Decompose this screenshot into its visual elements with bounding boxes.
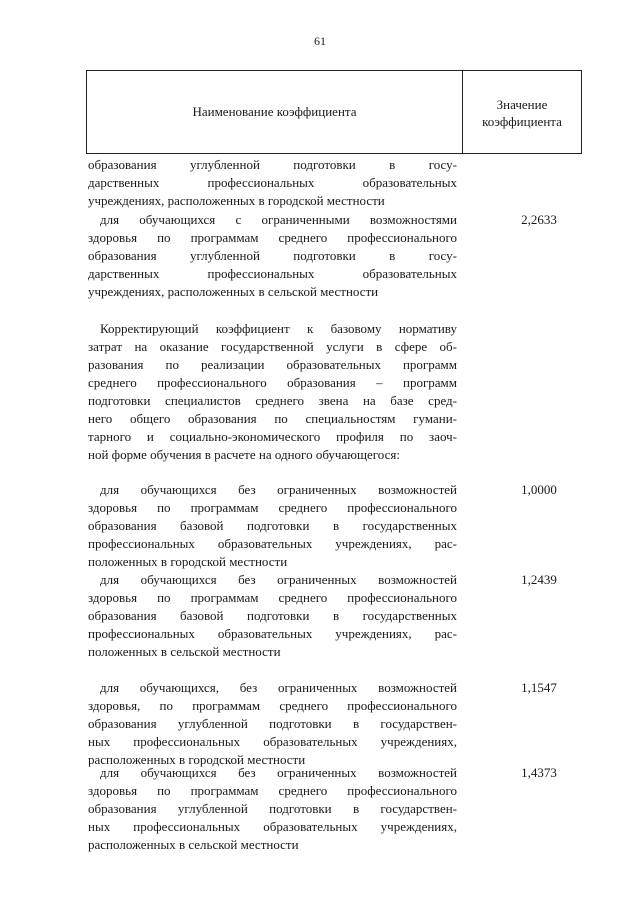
coefficient-value: 1,4373 xyxy=(521,765,557,780)
description-line: учреждениях, расположенных в сельской местности xyxy=(88,284,379,299)
description-line: образования углубленной подготовки в госу- xyxy=(88,157,457,172)
coefficient-value: 1,0000 xyxy=(521,482,557,497)
header-coefficient-value xyxy=(463,71,581,153)
table-row xyxy=(88,156,582,210)
description-line: положенных в городской местности xyxy=(88,554,288,569)
table-row xyxy=(88,481,582,571)
description-line: дарственных профессиональных образовательных xyxy=(88,175,457,190)
table-row xyxy=(88,320,582,464)
table-row xyxy=(88,679,582,769)
description-line: образования базовой подготовки в государственных xyxy=(88,608,457,623)
description-line: образования углубленной подготовки в государствен- xyxy=(88,716,457,731)
table-row xyxy=(88,764,582,854)
description-line: здоровья, по программам среднего профессионального xyxy=(88,698,457,713)
description-line: ной форме обучения в расчете на одного обучающегося: xyxy=(88,447,400,462)
description-line: затрат на оказание государственной услуги в сфере об- xyxy=(88,339,457,354)
description-line: разования по реализации образовательных программ xyxy=(88,357,457,372)
description-line: профессиональных образовательных учреждениях, рас- xyxy=(88,536,457,551)
description-line: учреждениях, расположенных в городской местности xyxy=(88,193,385,208)
description-line: здоровья по программам среднего профессионального xyxy=(88,500,457,515)
description-line: здоровья по программам среднего профессионального xyxy=(88,590,457,605)
description-line: расположенных в сельской местности xyxy=(88,837,299,852)
coefficient-description xyxy=(88,679,457,769)
header-coefficient-name: Наименование коэффициента xyxy=(87,71,463,153)
coefficient-value: 1,2439 xyxy=(521,572,557,587)
description-line: здоровья по программам среднего профессионального xyxy=(88,230,457,245)
page-number: 61 xyxy=(314,34,326,48)
header-value-line1: Значение xyxy=(496,97,548,112)
description-line: подготовки специалистов среднего звена на базе сред- xyxy=(88,393,457,408)
description-line: образования углубленной подготовки в государствен- xyxy=(88,801,457,816)
coefficient-description xyxy=(88,481,457,571)
table-row xyxy=(88,211,582,301)
coefficient-description xyxy=(88,571,457,661)
coefficient-description xyxy=(88,764,457,854)
description-line: ных профессиональных образовательных учреждениях, xyxy=(88,734,457,749)
description-line: для обучающихся, без ограниченных возможностей xyxy=(100,680,457,695)
description-line: положенных в сельской местности xyxy=(88,644,281,659)
description-line: для обучающихся без ограниченных возможностей xyxy=(100,765,457,780)
description-line: среднего профессионального образования – программ xyxy=(88,375,457,390)
description-line: ных профессиональных образовательных учреждениях, xyxy=(88,819,457,834)
description-line: образования углубленной подготовки в госу- xyxy=(88,248,457,263)
header-value-line2: коэффициента xyxy=(482,114,562,129)
coefficient-description xyxy=(88,156,457,210)
description-line: него общего образования по специальностям гумани- xyxy=(88,411,457,426)
description-line: для обучающихся с ограниченными возможностями xyxy=(100,212,457,227)
description-line: для обучающихся без ограниченных возможностей xyxy=(100,572,457,587)
description-line: профессиональных образовательных учреждениях, рас- xyxy=(88,626,457,641)
description-line: дарственных профессиональных образовательных xyxy=(88,266,457,281)
coefficient-value: 2,2633 xyxy=(521,212,557,227)
coefficient-description xyxy=(88,211,457,301)
table-row xyxy=(88,571,582,661)
description-line: для обучающихся без ограниченных возможностей xyxy=(100,482,457,497)
description-line: тарного и социально-экономического профиля по заоч- xyxy=(88,429,457,444)
coefficient-value: 1,1547 xyxy=(521,680,557,695)
description-line: расположенных в городской местности xyxy=(88,752,306,767)
description-line: образования базовой подготовки в государственных xyxy=(88,518,457,533)
table-header xyxy=(86,70,582,154)
coefficient-description xyxy=(88,320,457,464)
description-line: здоровья по программам среднего профессионального xyxy=(88,783,457,798)
description-line: Корректирующий коэффициент к базовому нормативу xyxy=(100,321,457,336)
